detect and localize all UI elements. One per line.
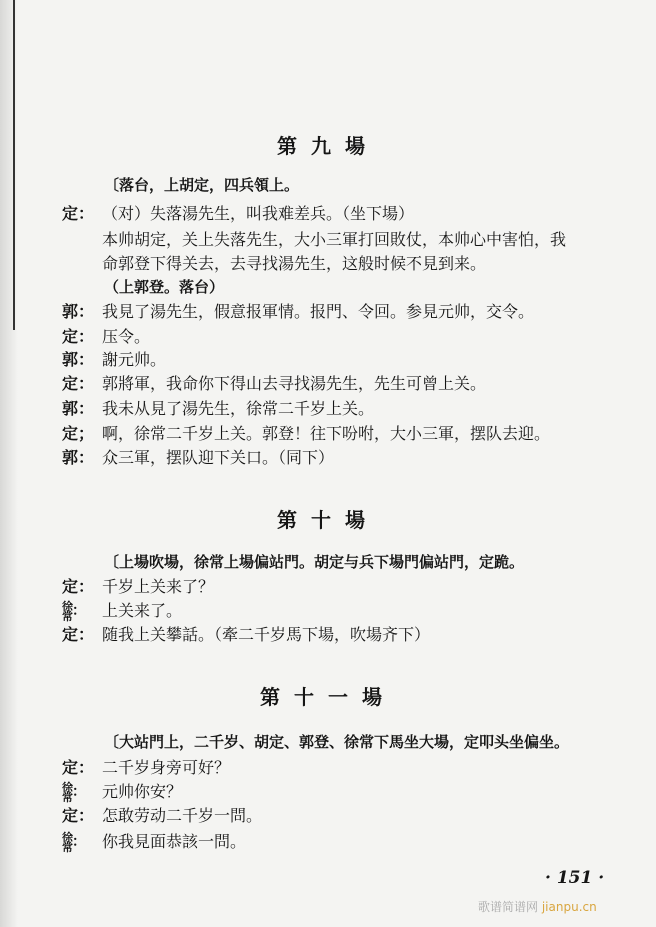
dialogue-line [62,423,550,445]
dialogue-line [62,781,182,803]
speaker: 郭： [62,399,95,418]
speaker: 定： [62,806,95,825]
dialogue-line [62,831,246,853]
dialogue-line [62,624,430,646]
dialogue-text: 众三軍，摆队迎下关口。（同下） [102,448,335,467]
speaker: 徐 常 ： [62,780,86,804]
stage-direction: （上郭登。落台） [104,278,225,296]
dialogue-text: 謝元帅。 [102,350,167,369]
dialogue-text: 我見了湯先生，假意报軍情。报門、令回。参見元帅，交令。 [102,302,535,321]
speaker: 定； [62,424,95,443]
speaker: 郭： [62,448,95,467]
dialogue-text: 你我見面恭該一問。 [102,832,247,851]
dialogue-text: 千岁上关来了？ [102,577,215,596]
dialogue-line [62,805,262,827]
speaker: 定： [62,625,95,644]
stage-direction: 〔落台，上胡定，四兵領上。 [104,176,300,194]
dialogue-line [62,203,414,225]
dialogue-text: 元帅你安？ [102,782,183,801]
stage-direction: 〔上場吹場，徐常上場偏站門。胡定与兵下場門偏站門，定跪。 [104,553,525,571]
dialogue-continuation: 命郭登下得关去，去寻找湯先生，这般时候不見到来。 [102,254,487,273]
dialogue-text: 随我上关攀話。（牽二千岁馬下場，吹場齐下） [102,625,431,644]
dialogue-text: （对）失落湯先生，叫我难差兵。（坐下場） [102,204,415,223]
dialogue-line [62,576,214,598]
watermark-cn: 歌谱简谱网 [478,900,539,914]
dialogue-line [62,447,334,469]
dialogue-text: 我未从見了湯先生，徐常二千岁上关。 [102,399,375,418]
speaker: 郭： [62,302,95,321]
speaker: 定： [62,204,95,223]
watermark-latin: jianpu.cn [541,900,597,914]
dialogue-line [62,600,182,622]
dialogue-line [62,398,374,420]
dialogue-text: 郭將軍，我命你下得山去寻找湯先生，先生可曾上关。 [102,374,487,393]
dialogue-text: 啊，徐常二千岁上关。郭登！往下吩咐，大小三軍，摆队去迎。 [102,424,551,443]
binding-line [13,0,15,330]
speaker: 郭： [62,350,95,369]
dialogue-line [62,349,166,371]
dialogue-text: 怎敢劳动二千岁一問。 [102,806,263,825]
dialogue-line [62,301,534,323]
page-number: · 151 · [545,868,605,888]
dialogue-line [62,326,150,348]
dialogue-text: 上关来了。 [102,601,183,620]
scene-9-title: 第九場 [277,134,379,158]
dialogue-line [62,373,486,395]
speaker: 定： [62,758,95,777]
watermark [478,898,597,915]
page-number-value: 151 [556,868,593,888]
dialogue-continuation: 本帅胡定，关上失落先生，大小三軍打回敗仗，本帅心中害怕，我 [102,230,567,249]
speaker: 定： [62,374,95,393]
stage-direction: 〔大站門上，二千岁、胡定、郭登、徐常下馬坐大場，定叩头坐偏坐。 [104,733,570,751]
dialogue-text: 压令。 [102,327,151,346]
dialogue-text: 二千岁身旁可好？ [102,758,231,777]
dialogue-line [62,757,230,779]
speaker: 定： [62,327,95,346]
scene-11-title: 第十一場 [260,685,396,709]
speaker: 徐 常 ： [62,830,86,854]
scene-10-title: 第十場 [277,508,379,532]
speaker: 定： [62,577,95,596]
speaker: 徐 常 ： [62,599,86,623]
